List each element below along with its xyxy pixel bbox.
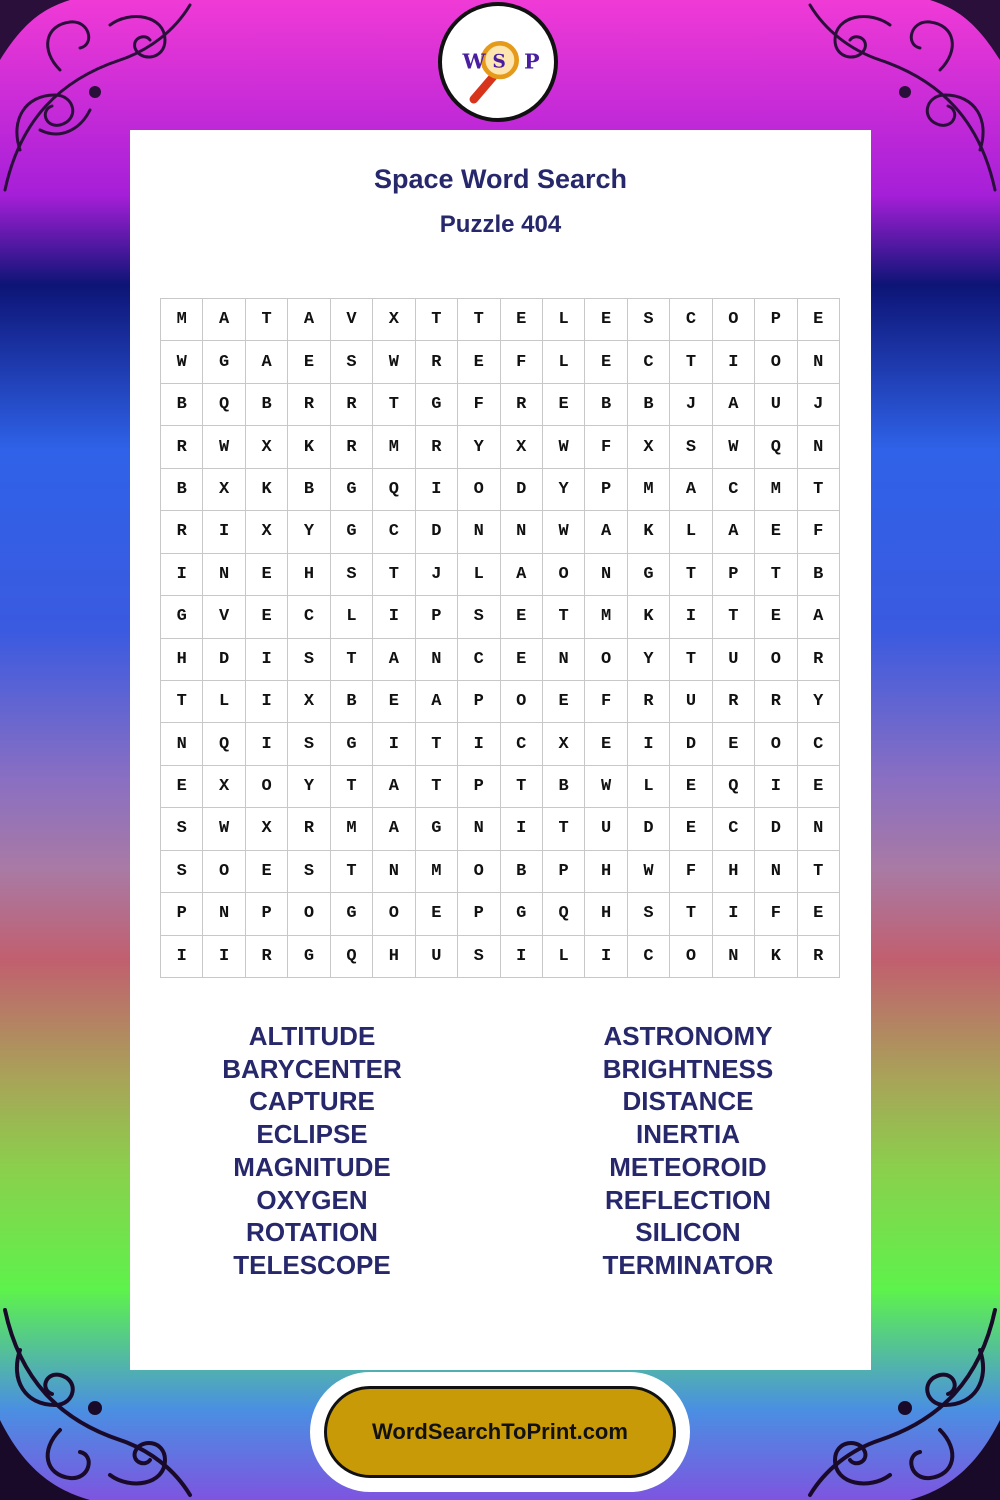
grid-cell[interactable]: D (203, 639, 245, 681)
grid-cell[interactable]: E (501, 596, 543, 638)
word-list-item: ASTRONOMY (603, 1021, 773, 1051)
grid-cell[interactable]: S (331, 341, 373, 383)
grid-cell[interactable]: I (755, 766, 797, 808)
grid-cell[interactable]: T (416, 766, 458, 808)
grid-cell[interactable]: H (373, 936, 415, 978)
grid-cell[interactable]: A (416, 681, 458, 723)
grid-cell[interactable]: R (416, 341, 458, 383)
grid-cell[interactable]: Y (543, 469, 585, 511)
grid-cell[interactable]: B (798, 554, 840, 596)
grid-cell[interactable]: B (331, 681, 373, 723)
puzzle-number: Puzzle 404 (439, 211, 562, 238)
grid-cell[interactable]: A (373, 808, 415, 850)
grid-cell[interactable]: W (373, 341, 415, 383)
grid-cell[interactable]: C (288, 596, 330, 638)
grid-cell[interactable]: X (203, 469, 245, 511)
grid-cell[interactable]: K (755, 936, 797, 978)
grid-cell[interactable]: T (331, 766, 373, 808)
grid-cell[interactable]: N (755, 851, 797, 893)
grid-cell[interactable]: G (288, 936, 330, 978)
grid-cell[interactable]: M (161, 299, 203, 341)
grid-cell[interactable]: S (161, 851, 203, 893)
grid-cell[interactable]: O (458, 851, 500, 893)
grid-cell[interactable]: B (628, 384, 670, 426)
grid-cell[interactable]: L (543, 341, 585, 383)
grid-cell[interactable]: T (798, 851, 840, 893)
grid-cell[interactable]: T (755, 554, 797, 596)
website-link[interactable] (324, 1386, 676, 1478)
grid-cell[interactable]: G (416, 384, 458, 426)
grid-cell[interactable]: B (288, 469, 330, 511)
grid-cell[interactable]: T (713, 596, 755, 638)
grid-cell[interactable]: P (416, 596, 458, 638)
grid-cell[interactable]: F (755, 893, 797, 935)
grid-cell[interactable]: E (246, 596, 288, 638)
word-list-item: TELESCOPE (233, 1249, 391, 1280)
grid-cell[interactable]: O (755, 341, 797, 383)
word-list-item: BRIGHTNESS (602, 1053, 774, 1084)
grid-cell[interactable]: K (288, 426, 330, 468)
grid-cell[interactable]: R (416, 426, 458, 468)
grid-cell[interactable]: K (628, 596, 670, 638)
grid-cell[interactable]: F (501, 341, 543, 383)
word-list-item: METEOROID (609, 1151, 767, 1182)
magnifier-logo-icon (442, 6, 554, 118)
grid-cell[interactable]: P (458, 681, 500, 723)
grid-cell[interactable]: H (161, 639, 203, 681)
grid-cell[interactable]: E (585, 299, 627, 341)
wsp-logo (438, 2, 558, 122)
word-list-item: OXYGEN (256, 1184, 368, 1215)
grid-cell[interactable]: I (246, 681, 288, 723)
grid-cell[interactable]: Q (331, 936, 373, 978)
grid-cell[interactable]: Y (288, 511, 330, 553)
grid-cell[interactable]: R (331, 384, 373, 426)
grid-cell[interactable]: T (543, 808, 585, 850)
grid-cell[interactable]: P (543, 851, 585, 893)
grid-cell[interactable]: O (543, 554, 585, 596)
grid-cell[interactable]: I (203, 936, 245, 978)
grid-cell[interactable]: C (458, 639, 500, 681)
grid-cell[interactable]: O (585, 639, 627, 681)
grid-cell[interactable]: P (246, 893, 288, 935)
grid-cell[interactable]: H (585, 851, 627, 893)
word-list-right (528, 1020, 848, 1282)
grid-cell[interactable]: G (331, 893, 373, 935)
grid-cell[interactable]: S (670, 426, 712, 468)
grid-cell[interactable]: X (501, 426, 543, 468)
grid-cell[interactable]: J (798, 384, 840, 426)
grid-cell[interactable]: F (458, 384, 500, 426)
grid-cell[interactable]: F (670, 851, 712, 893)
grid-cell[interactable]: T (670, 639, 712, 681)
grid-cell[interactable]: G (203, 341, 245, 383)
grid-cell[interactable]: B (246, 384, 288, 426)
grid-cell[interactable]: W (203, 426, 245, 468)
grid-cell[interactable]: S (161, 808, 203, 850)
grid-cell[interactable]: E (798, 766, 840, 808)
grid-cell[interactable]: G (331, 511, 373, 553)
word-list-item: TERMINATOR (602, 1249, 774, 1280)
grid-cell[interactable]: E (755, 511, 797, 553)
grid-cell[interactable]: P (713, 554, 755, 596)
grid-cell[interactable]: N (373, 851, 415, 893)
grid-cell[interactable]: T (458, 299, 500, 341)
grid-cell[interactable]: X (203, 766, 245, 808)
grid-cell[interactable]: O (458, 469, 500, 511)
word-list-item: ECLIPSE (256, 1119, 368, 1150)
grid-cell[interactable]: M (585, 596, 627, 638)
grid-cell[interactable]: U (416, 936, 458, 978)
grid-cell[interactable]: X (288, 681, 330, 723)
grid-cell[interactable]: C (798, 723, 840, 765)
grid-cell[interactable]: P (458, 766, 500, 808)
word-list-left (152, 1020, 472, 1282)
grid-cell[interactable]: F (585, 426, 627, 468)
grid-cell[interactable]: T (373, 554, 415, 596)
grid-cell[interactable]: P (585, 469, 627, 511)
grid-cell[interactable]: N (416, 639, 458, 681)
grid-cell[interactable]: G (331, 723, 373, 765)
grid-cell[interactable]: B (161, 469, 203, 511)
grid-cell[interactable]: M (628, 469, 670, 511)
grid-cell[interactable]: Q (203, 384, 245, 426)
grid-cell[interactable]: W (543, 426, 585, 468)
grid-cell[interactable]: N (543, 639, 585, 681)
grid-cell[interactable]: B (161, 384, 203, 426)
grid-cell[interactable]: X (373, 299, 415, 341)
grid-cell[interactable]: G (628, 554, 670, 596)
grid-cell[interactable]: Q (755, 426, 797, 468)
grid-cell[interactable]: R (798, 936, 840, 978)
grid-cell[interactable]: A (373, 766, 415, 808)
grid-cell[interactable]: O (713, 299, 755, 341)
grid-cell[interactable]: E (670, 808, 712, 850)
grid-cell[interactable]: Y (288, 766, 330, 808)
grid-cell[interactable]: N (501, 511, 543, 553)
grid-cell[interactable]: E (713, 723, 755, 765)
grid-cell[interactable]: O (246, 766, 288, 808)
grid-cell[interactable]: Y (458, 426, 500, 468)
grid-cell[interactable]: G (501, 893, 543, 935)
word-list-item: DISTANCE (622, 1086, 754, 1117)
grid-cell[interactable]: D (670, 723, 712, 765)
grid-cell[interactable]: K (628, 511, 670, 553)
grid-cell[interactable]: W (585, 766, 627, 808)
grid-cell[interactable]: T (246, 299, 288, 341)
grid-cell[interactable]: P (755, 299, 797, 341)
grid-cell[interactable]: A (203, 299, 245, 341)
grid-cell[interactable]: S (331, 554, 373, 596)
grid-cell[interactable]: I (161, 554, 203, 596)
grid-cell[interactable]: G (416, 808, 458, 850)
grid-cell[interactable]: P (161, 893, 203, 935)
grid-cell[interactable]: I (670, 596, 712, 638)
grid-cell[interactable]: C (670, 299, 712, 341)
grid-cell[interactable]: G (161, 596, 203, 638)
grid-cell[interactable]: T (331, 639, 373, 681)
grid-cell[interactable]: Y (628, 639, 670, 681)
grid-cell[interactable]: O (288, 893, 330, 935)
grid-cell[interactable]: O (203, 851, 245, 893)
grid-cell[interactable]: I (373, 596, 415, 638)
grid-cell[interactable]: L (670, 511, 712, 553)
grid-cell[interactable]: E (246, 851, 288, 893)
grid-cell[interactable]: L (203, 681, 245, 723)
grid-cell[interactable]: A (798, 596, 840, 638)
grid-cell[interactable]: T (161, 681, 203, 723)
grid-cell[interactable]: S (628, 893, 670, 935)
word-list-item: ROTATION (246, 1217, 378, 1248)
grid-cell[interactable]: E (798, 893, 840, 935)
grid-cell[interactable]: O (670, 936, 712, 978)
grid-cell[interactable]: N (798, 341, 840, 383)
grid-cell[interactable]: E (755, 596, 797, 638)
grid-cell[interactable]: A (246, 341, 288, 383)
grid-cell[interactable]: C (628, 936, 670, 978)
grid-cell[interactable]: Q (713, 766, 755, 808)
grid-cell[interactable]: H (288, 554, 330, 596)
grid-cell[interactable]: N (458, 511, 500, 553)
grid-cell[interactable]: X (246, 511, 288, 553)
grid-cell[interactable]: V (331, 299, 373, 341)
grid-cell[interactable]: N (161, 723, 203, 765)
grid-cell[interactable]: D (416, 511, 458, 553)
grid-cell[interactable]: C (628, 341, 670, 383)
logo-letter-w: W (462, 49, 486, 74)
grid-cell[interactable]: O (373, 893, 415, 935)
grid-cell[interactable]: T (416, 299, 458, 341)
grid-cell[interactable]: D (628, 808, 670, 850)
grid-cell[interactable]: R (161, 426, 203, 468)
grid-cell[interactable]: N (585, 554, 627, 596)
word-list-item: MAGNITUDE (233, 1151, 391, 1182)
grid-cell[interactable]: L (458, 554, 500, 596)
grid-cell[interactable]: W (713, 426, 755, 468)
puzzle-card (130, 130, 871, 1370)
grid-cell[interactable]: R (501, 384, 543, 426)
grid-cell[interactable]: N (713, 936, 755, 978)
puzzle-title: Space Word Search (373, 164, 628, 194)
grid-cell[interactable]: D (755, 808, 797, 850)
grid-cell[interactable]: I (501, 808, 543, 850)
grid-cell[interactable]: I (628, 723, 670, 765)
logo-letter-s: S (492, 50, 506, 73)
grid-cell[interactable]: R (246, 936, 288, 978)
grid-cell[interactable]: X (628, 426, 670, 468)
grid-cell[interactable]: F (585, 681, 627, 723)
grid-cell[interactable]: R (288, 384, 330, 426)
grid-cell[interactable]: I (246, 639, 288, 681)
grid-cell[interactable]: E (288, 341, 330, 383)
grid-cell[interactable]: S (628, 299, 670, 341)
grid-cell[interactable]: C (373, 511, 415, 553)
grid-cell[interactable]: B (501, 851, 543, 893)
grid-cell[interactable]: T (331, 851, 373, 893)
grid-cell[interactable]: W (161, 341, 203, 383)
grid-cell[interactable]: U (713, 639, 755, 681)
grid-cell[interactable]: E (543, 681, 585, 723)
grid-cell[interactable]: E (416, 893, 458, 935)
grid-cell[interactable]: R (288, 808, 330, 850)
grid-cell[interactable]: R (628, 681, 670, 723)
grid-cell[interactable]: U (585, 808, 627, 850)
grid-cell[interactable]: P (458, 893, 500, 935)
grid-cell[interactable]: C (501, 723, 543, 765)
grid-cell[interactable]: M (755, 469, 797, 511)
grid-cell[interactable]: S (288, 639, 330, 681)
grid-cell[interactable]: K (246, 469, 288, 511)
grid-cell[interactable]: A (288, 299, 330, 341)
word-list-item: SILICON (635, 1217, 741, 1248)
grid-cell[interactable]: L (543, 936, 585, 978)
grid-cell[interactable]: S (458, 936, 500, 978)
grid-cell[interactable]: I (458, 723, 500, 765)
grid-cell[interactable]: E (585, 341, 627, 383)
grid-cell[interactable]: R (331, 426, 373, 468)
word-list-item: BARYCENTER (222, 1053, 402, 1084)
grid-cell[interactable]: I (713, 893, 755, 935)
grid-cell[interactable]: T (543, 596, 585, 638)
word-list-item: CAPTURE (249, 1086, 375, 1117)
grid-cell[interactable]: R (713, 681, 755, 723)
grid-cell[interactable]: I (416, 469, 458, 511)
grid-cell[interactable]: A (670, 469, 712, 511)
website-link-label: WordSearchToPrint.com (372, 1419, 628, 1444)
grid-cell[interactable]: I (501, 936, 543, 978)
grid-cell[interactable]: L (543, 299, 585, 341)
grid-cell[interactable]: T (416, 723, 458, 765)
grid-cell[interactable]: D (501, 469, 543, 511)
grid-cell[interactable]: N (203, 893, 245, 935)
grid-cell[interactable]: S (288, 723, 330, 765)
grid-cell[interactable]: U (755, 384, 797, 426)
grid-cell[interactable]: T (501, 766, 543, 808)
grid-cell[interactable]: A (585, 511, 627, 553)
grid-cell[interactable]: B (585, 384, 627, 426)
logo-letter-p: P (524, 49, 540, 74)
grid-cell[interactable]: L (628, 766, 670, 808)
grid-cell[interactable]: U (670, 681, 712, 723)
grid-cell[interactable]: A (501, 554, 543, 596)
grid-cell[interactable]: M (416, 851, 458, 893)
grid-cell[interactable]: N (203, 554, 245, 596)
grid-cell[interactable]: G (331, 469, 373, 511)
letter-grid (160, 298, 840, 978)
grid-cell[interactable]: I (373, 723, 415, 765)
grid-cell[interactable]: B (543, 766, 585, 808)
grid-cell[interactable]: M (331, 808, 373, 850)
grid-cell[interactable]: N (458, 808, 500, 850)
grid-cell[interactable]: I (246, 723, 288, 765)
grid-cell[interactable]: M (373, 426, 415, 468)
grid-cell[interactable]: H (585, 893, 627, 935)
grid-cell[interactable]: A (373, 639, 415, 681)
grid-cell[interactable]: L (331, 596, 373, 638)
grid-cell[interactable]: E (501, 639, 543, 681)
grid-cell[interactable]: E (246, 554, 288, 596)
grid-cell[interactable]: O (755, 723, 797, 765)
grid-cell[interactable]: O (755, 639, 797, 681)
grid-cell[interactable]: X (543, 723, 585, 765)
grid-cell[interactable]: Q (203, 723, 245, 765)
word-list-item: REFLECTION (604, 1184, 772, 1215)
grid-cell[interactable]: A (713, 384, 755, 426)
word-list-item: INERTIA (636, 1119, 740, 1150)
grid-cell[interactable]: C (713, 469, 755, 511)
grid-cell[interactable]: E (501, 299, 543, 341)
grid-cell[interactable]: I (203, 511, 245, 553)
grid-cell[interactable]: X (246, 426, 288, 468)
word-list-item: ALTITUDE (248, 1021, 376, 1051)
grid-cell[interactable]: O (501, 681, 543, 723)
grid-cell[interactable]: I (585, 936, 627, 978)
grid-cell[interactable]: J (416, 554, 458, 596)
grid-cell[interactable]: I (713, 341, 755, 383)
grid-cell[interactable]: V (203, 596, 245, 638)
grid-cell[interactable]: Q (373, 469, 415, 511)
grid-cell[interactable]: R (798, 639, 840, 681)
grid-cell[interactable]: R (161, 511, 203, 553)
grid-cell[interactable]: E (543, 384, 585, 426)
grid-cell[interactable]: J (670, 384, 712, 426)
grid-cell[interactable]: T (373, 384, 415, 426)
grid-cell[interactable]: X (246, 808, 288, 850)
grid-cell[interactable]: S (458, 596, 500, 638)
grid-cell[interactable]: E (670, 766, 712, 808)
grid-cell[interactable]: A (713, 511, 755, 553)
grid-cell[interactable]: T (798, 469, 840, 511)
grid-cell[interactable]: T (670, 554, 712, 596)
grid-cell[interactable]: E (585, 723, 627, 765)
grid-cell[interactable]: E (373, 681, 415, 723)
grid-cell[interactable]: T (670, 893, 712, 935)
grid-cell[interactable]: Q (543, 893, 585, 935)
grid-cell[interactable]: H (713, 851, 755, 893)
grid-cell[interactable]: W (628, 851, 670, 893)
grid-cell[interactable]: F (798, 511, 840, 553)
grid-cell[interactable]: R (755, 681, 797, 723)
grid-cell[interactable]: C (713, 808, 755, 850)
grid-cell[interactable]: Y (798, 681, 840, 723)
grid-cell[interactable]: N (798, 808, 840, 850)
grid-cell[interactable]: E (798, 299, 840, 341)
grid-cell[interactable]: W (543, 511, 585, 553)
grid-cell[interactable]: E (458, 341, 500, 383)
grid-cell[interactable]: N (798, 426, 840, 468)
grid-cell[interactable]: W (203, 808, 245, 850)
grid-cell[interactable]: T (670, 341, 712, 383)
grid-cell[interactable]: S (288, 851, 330, 893)
grid-cell[interactable]: E (161, 766, 203, 808)
grid-cell[interactable]: I (161, 936, 203, 978)
